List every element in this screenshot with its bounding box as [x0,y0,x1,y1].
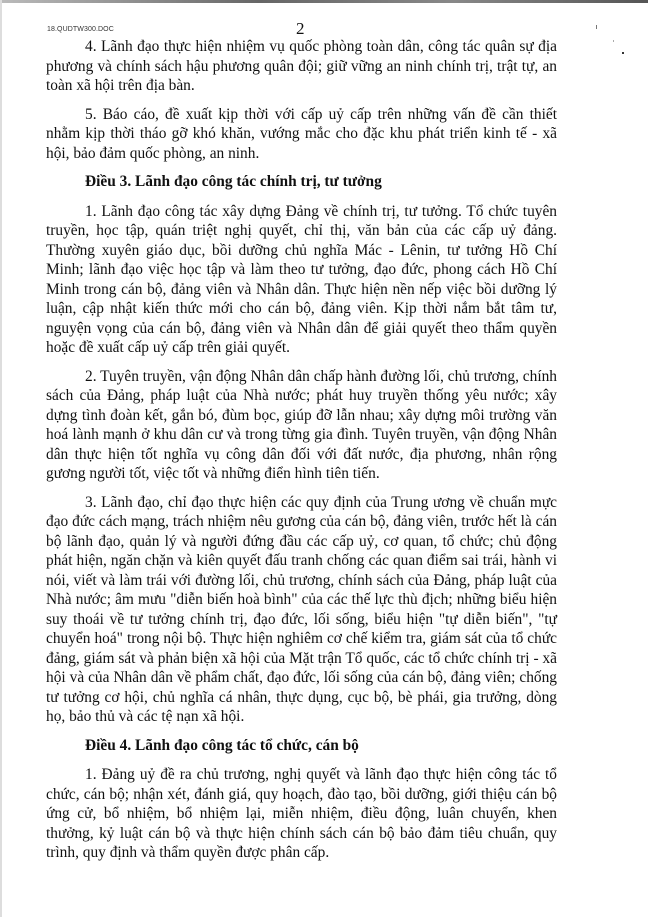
scan-top-edge [0,0,648,3]
scan-speck [596,25,597,29]
paragraph-item-5: 5. Báo cáo, đề xuất kịp thời với cấp uỷ cấp trên những vấn đề cần thiết nhằm kịp thời tháo gỡ khó khăn, vướng mắc cho đặc khu phát triển kinh tế - xã hội, bảo đảm quốc phòng, an ninh. [46,105,557,162]
scan-speck [622,52,624,54]
document-body [46,37,557,872]
article-3-item-2: 2. Tuyên truyền, vận động Nhân dân chấp hành đường lối, chủ trương, chính sách của Đảng, pháp luật của Nhà nước; phát huy truyền thống yêu nước; xây dựng tình đoàn kết, gắn bó, đùm bọc, giúp đỡ lẫn nhau; xây dựng môi trường văn hoá lành mạnh ở khu dân cư và trong từng gia đình. Tuyên truyền, vận động Nhân dân thực hiện tốt nghĩa vụ công dân đối với đất nước, địa phương, nhân rộng gương người tốt, việc tốt và những điển hình tiên tiến. [46,367,557,482]
page-number: 2 [296,19,305,38]
scan-speck [613,40,614,42]
document-filename: 18.QUDTW300.DOC [47,26,114,33]
article-3-item-3: 3. Lãnh đạo, chỉ đạo thực hiện các quy định của Trung ương về chuẩn mực đạo đức cách mạng, trách nhiệm nêu gương của cán bộ, đảng viên, trước hết là cán bộ lãnh đạo, quản lý và người đứng đầu các cấp uỷ, cơ quan, tổ chức; chủ động phát hiện, ngăn chặn và kiên quyết đấu tranh chống các quan điểm sai trái, hành vi nói, viết và làm trái với đường lối, chủ trương, chính sách của Đảng, pháp luật của Nhà nước; âm mưu "diễn biến hoà bình" của các thế lực thù địch; những biểu hiện suy thoái về tư tưởng chính trị, đạo đức, lối sống, biểu hiện "tự diễn biến", "tự chuyển hoá" trong nội bộ. Thực hiện nghiêm cơ chế kiểm tra, giám sát của tổ chức đảng, giám sát và phản biện xã hội của Mặt trận Tổ quốc, các tổ chức chính trị - xã hội và của Nhân dân về phẩm chất, đạo đức, lối sống của cán bộ, đảng viên; chống tư tưởng cơ hội, chủ nghĩa cá nhân, thực dụng, cục bộ, bè phái, gia trưởng, dòng họ, bảo thủ và các tệ nạn xã hội. [46,493,557,725]
article-3-heading: Điều 3. Lãnh đạo công tác chính trị, tư tưởng [85,173,382,190]
article-3-item-1: 1. Lãnh đạo công tác xây dựng Đảng về chính trị, tư tưởng. Tổ chức tuyên truyền, học tập, quán triệt nghị quyết, chỉ thị, văn bản của các cấp uỷ đảng. Thường xuyên giáo dục, bồi dưỡng chủ nghĩa Mác - Lênin, tư tưởng Hồ Chí Minh; lãnh đạo việc học tập và làm theo tư tưởng, đạo đức, phong cách Hồ Chí Minh trong cán bộ, đảng viên và Nhân dân. Thực hiện nền nếp việc bồi dưỡng lý luận, cập nhật kiến thức mới cho cán bộ, đảng viên. Kịp thời nắm bắt tâm tư, nguyện vọng của cán bộ, đảng viên và Nhân dân để giải quyết theo thẩm quyền hoặc đề xuất cấp uỷ cấp trên giải quyết. [46,202,557,356]
paragraph-item-4: 4. Lãnh đạo thực hiện nhiệm vụ quốc phòng toàn dân, công tác quân sự địa phương và chính sách hậu phương quân đội; giữ vững an ninh chính trị, trật tự, an toàn xã hội trên địa bàn. [46,38,557,94]
scan-left-edge [0,0,2,917]
article-4-heading: Điều 4. Lãnh đạo công tác tổ chức, cán bộ [85,736,359,754]
article-4-item-1: 1. Đảng uỷ đề ra chủ trương, nghị quyết và lãnh đạo thực hiện công tác tổ chức, cán bộ; nhận xét, đánh giá, quy hoạch, đào tạo, bồi dưỡng, giới thiệu cán bộ ứng cử, bổ nhiệm, bổ nhiệm lại, miễn nhiệm, điều động, luân chuyển, khen thưởng, kỷ luật cán bộ và thực hiện chính sách cán bộ bảo đảm tiêu chuẩn, quy trình, quy định và thẩm quyền được phân cấp. [46,766,557,861]
